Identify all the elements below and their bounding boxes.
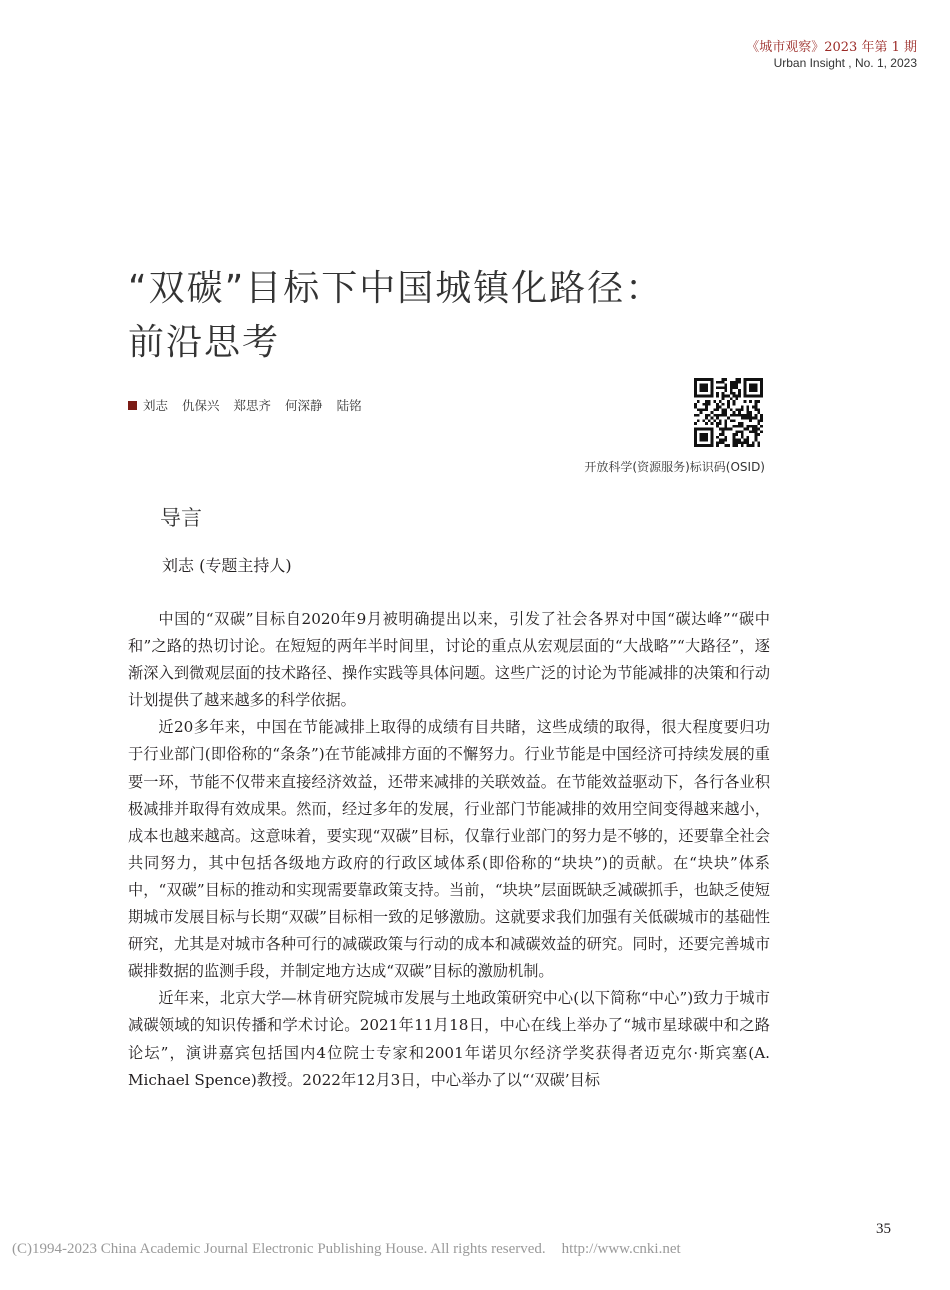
cnki-link[interactable]: http://www.cnki.net <box>561 1241 681 1257</box>
paragraph: 近20多年来，中国在节能减排上取得的成绩有目共睹，这些成绩的取得，很大程度要归功于行业部门(即俗称的“条条”)在节能减排方面的不懈努力。行业节能是中国经济可持续发展的重要一环，节能不仅带来直接经济效益，还带来减排的关联效益。在节能效益驱动下，各行各业积极减排并取得有效成果。然而，经过多年的发展，行业部门节能减排的效用空间变得越来越小，成本也越来越高。这意味着，要实现“双碳”目标，仅靠行业部门的努力是不够的，还要靠全社会共同努力，其中包括各级地方政府的行政区域体系(即俗称的“块块”)的贡献。在“块块”体系中，“双碳”目标的推动和实现需要靠政策支持。当前，“块块”层面既缺乏减碳抓手，也缺乏使短期城市发展目标与长期“双碳”目标相一致的足够激励。这就要求我们加强有关低碳城市的基础性研究，尤其是对城市各种可行的减碳政策与行动的成本和减碳效益的研究。同时，还要完善城市碳排数据的监测手段，并制定地方达成“双碳”目标的激励机制。 <box>128 718 770 981</box>
section-host: 刘志 (专题主持人) <box>162 556 292 575</box>
page-number: 35 <box>876 1221 891 1237</box>
paragraph: 近年来，北京大学—林肯研究院城市发展与土地政策研究中心(以下简称“中心”)致力于城市减碳领域的知识传播和学术讨论。2021年11月18日，中心在线上举办了“城市星球碳中和之路论坛”，演讲嘉宾包括国内4位院士专家和2001年诺贝尔经济学奖获得者迈克尔·斯宾塞(A. Michael Spence)教授。2022年12月3日，中心举办了以“‘双碳’目标 <box>128 989 770 1089</box>
paragraph: 中国的“双碳”目标自2020年9月被明确提出以来，引发了社会各界对中国“碳达峰”“碳中和”之路的热切讨论。在短短的两年半时间里，讨论的重点从宏观层面的“大战略”“大路径”，逐渐深入到微观层面的技术路径、操作实践等具体问题。这些广泛的讨论为节能减排的决策和行动计划提供了越来越多的科学依据。 <box>128 610 770 710</box>
copyright-text: (C)1994-2023 China Academic Journal Electronic Publishing House. All rights reserved. <box>12 1241 546 1257</box>
qr-code-icon[interactable] <box>694 378 763 447</box>
title-line-1: “双碳”目标下中国城镇化路径： <box>128 268 664 309</box>
journal-issue-en: Urban Insight , No. 1, 2023 <box>773 56 917 70</box>
author-name: 陆铭 <box>336 398 362 413</box>
author-name: 何深静 <box>285 398 323 413</box>
copyright-notice <box>12 1241 681 1258</box>
author-name: 郑思齐 <box>233 398 272 413</box>
author-list <box>128 396 376 414</box>
article-body <box>128 606 770 1094</box>
osid-caption: 开放科学(资源服务)标识码(OSID) <box>584 460 765 474</box>
author-name: 刘志 <box>143 398 169 413</box>
title-line-2: 前沿思考 <box>128 322 281 363</box>
author-name: 仇保兴 <box>182 398 220 413</box>
section-heading: 导言 <box>160 506 202 530</box>
journal-issue-cn: 《城市观察》2023 年第 1 期 <box>746 40 917 55</box>
article-title <box>128 262 663 370</box>
square-marker-icon <box>128 401 137 410</box>
